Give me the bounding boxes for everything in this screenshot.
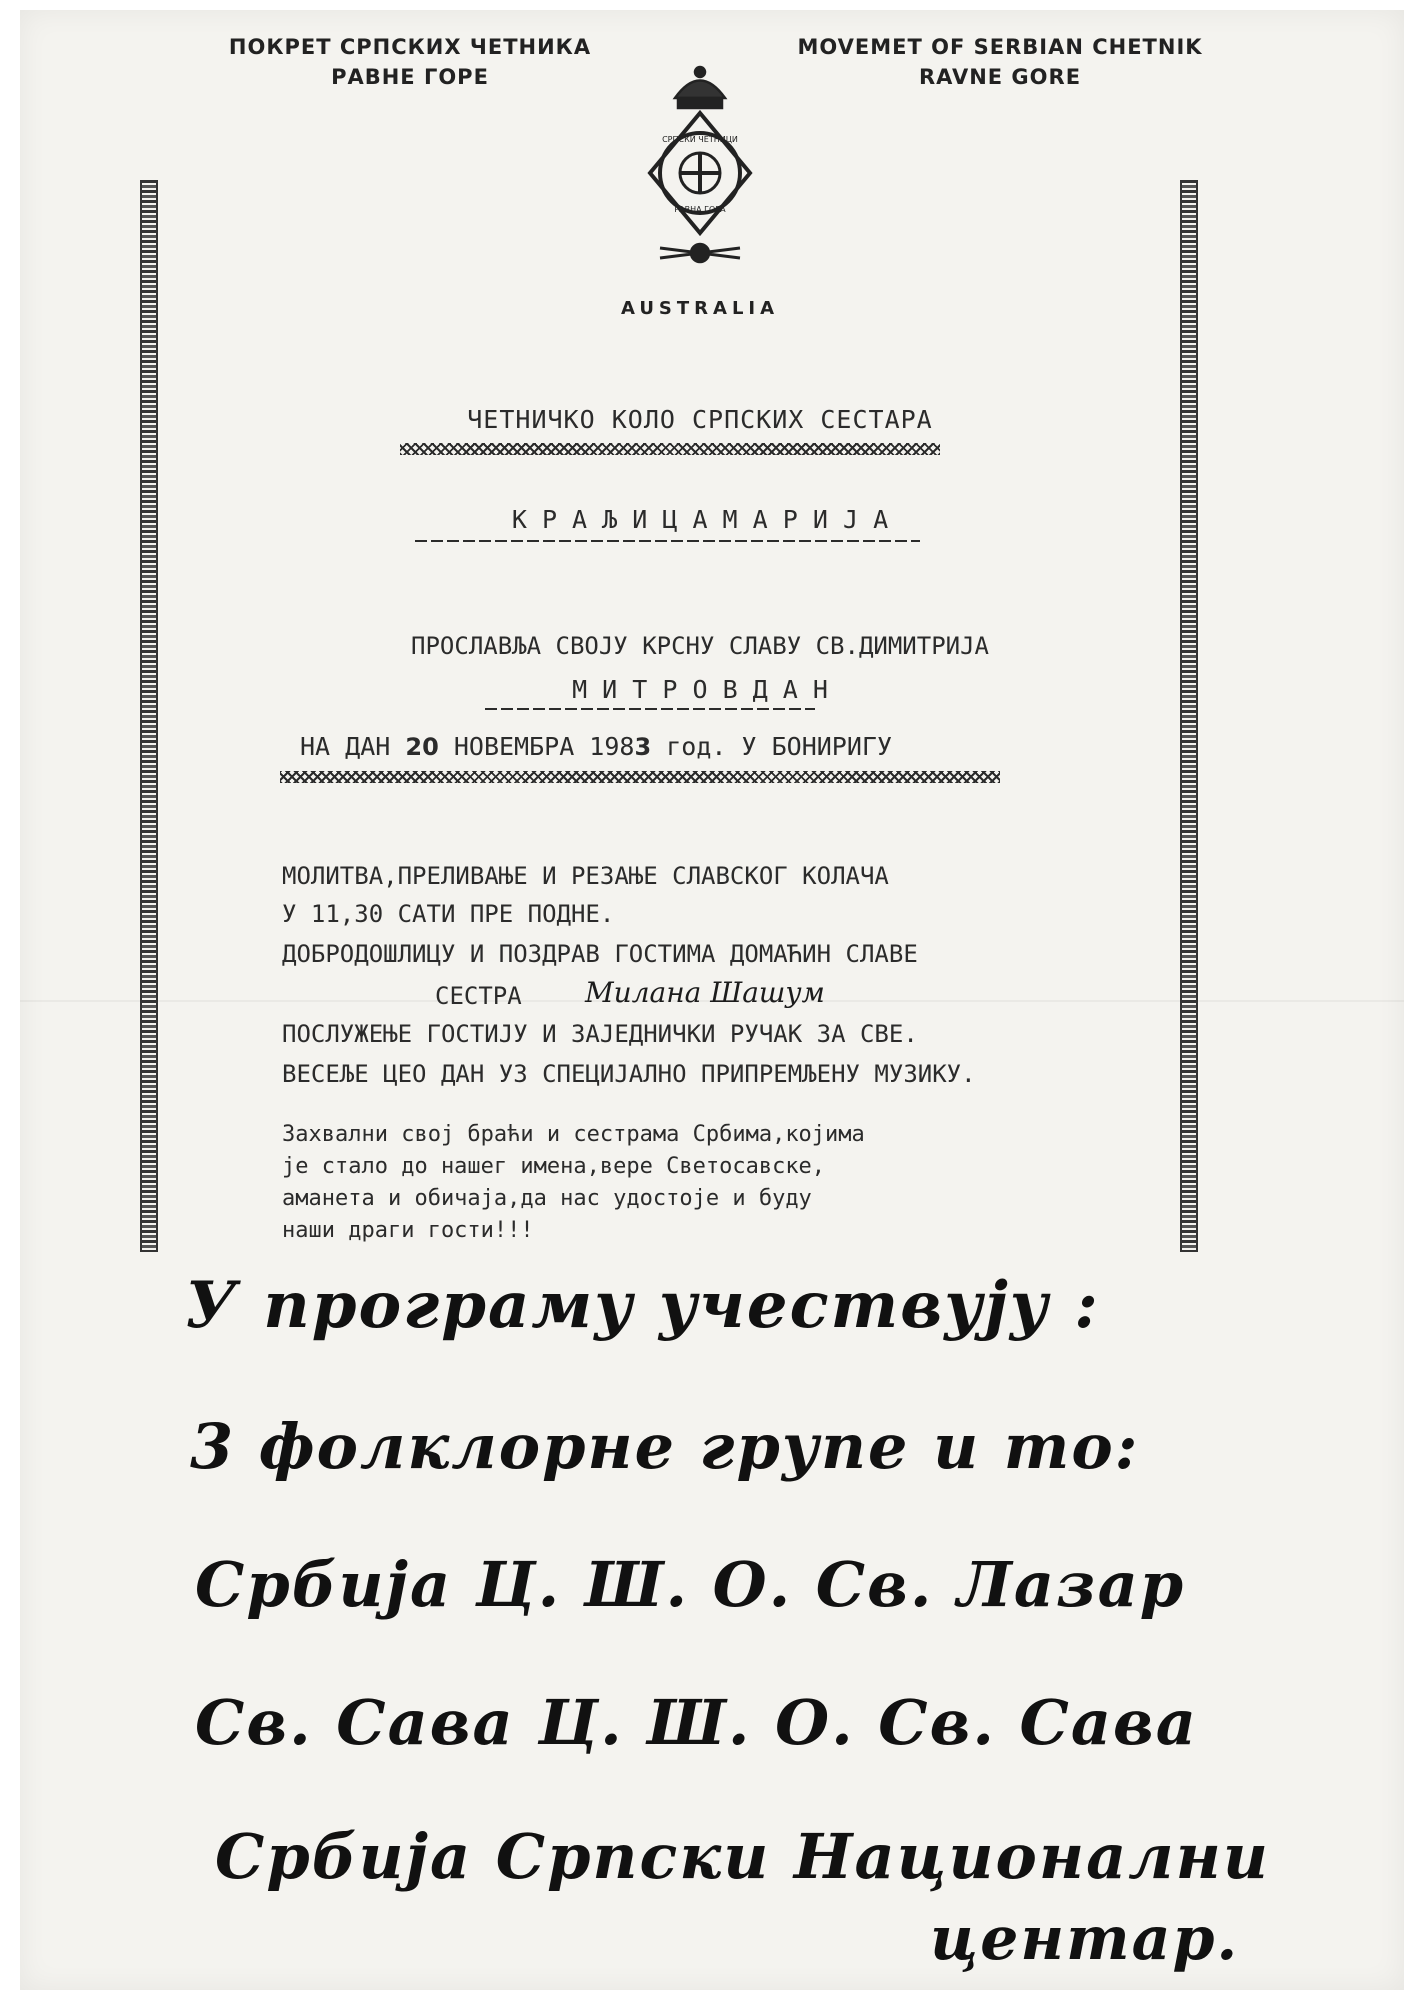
handwritten-line-1: У програму учествују : bbox=[185, 1268, 1100, 1343]
svg-text:РАВНА ГОРА: РАВНА ГОРА bbox=[674, 205, 726, 214]
handwritten-line-5: Србија Српски Национални bbox=[215, 1820, 1270, 1893]
date-suffix: год. У БОНИРИГУ bbox=[666, 732, 893, 761]
thanks-line-4: наши драги гости!!! bbox=[282, 1218, 534, 1243]
org-title: К Р А Љ И Ц А М А Р И Ј А bbox=[511, 505, 889, 534]
program-line-6: ВЕСЕЉЕ ЦЕО ДАН УЗ СПЕЦИЈАЛНО ПРИПРЕМЉЕНУ МУЗИКУ. bbox=[282, 1060, 976, 1088]
svg-text:СРПСКИ ЧЕТНИЦИ: СРПСКИ ЧЕТНИЦИ bbox=[662, 135, 738, 144]
host-signature: Милана Шашум bbox=[585, 976, 825, 1009]
decorative-divider-2 bbox=[280, 771, 1000, 783]
royal-crest-icon bbox=[630, 58, 770, 288]
date-prefix: НА ДАН bbox=[300, 732, 391, 761]
decorative-divider bbox=[400, 443, 940, 455]
title-underline bbox=[415, 540, 920, 542]
program-line-2: У 11,30 САТИ ПРЕ ПОДНЕ. bbox=[282, 900, 615, 928]
celebration-line: ПРОСЛАВЉА СВОЈУ КРСНУ СЛАВУ СВ.ДИМИТРИЈА bbox=[411, 632, 989, 660]
right-border-chain bbox=[1180, 180, 1198, 1252]
header-right-line2: RAVNE GORE bbox=[918, 65, 1082, 89]
header-left-line2: РАВНЕ ГОРЕ bbox=[331, 65, 489, 89]
date-year-digit: 3 bbox=[634, 733, 652, 761]
thanks-line-2: је стало до нашег имена,вере Светосавске, bbox=[282, 1154, 826, 1179]
celebration-name-underline bbox=[485, 708, 815, 710]
program-line-5: ПОСЛУЖЕЊЕ ГОСТИЈУ И ЗАЈЕДНИЧКИ РУЧАК ЗА СВЕ. bbox=[282, 1020, 918, 1048]
header-right-line1: MOVEMET OF SERBIAN CHETNIK bbox=[797, 35, 1203, 59]
handwritten-line-6: центар. bbox=[930, 1904, 1240, 1974]
handwritten-line-4: Св. Сава Ц. Ш. О. Св. Сава bbox=[195, 1686, 1198, 1759]
sister-label: СЕСТРА bbox=[435, 982, 522, 1010]
org-name: ЧЕТНИЧКО КОЛО СРПСКИХ СЕСТАРА bbox=[467, 405, 933, 434]
handwritten-line-2: 3 фолклорне групе и то: bbox=[190, 1410, 1140, 1483]
date-middle: НОВЕМБРА 198 bbox=[453, 732, 635, 761]
program-line-1: МОЛИТВА,ПРЕЛИВАЊЕ И РЕЗАЊЕ СЛАВСКОГ КОЛАЧА bbox=[282, 862, 889, 890]
header-left bbox=[170, 32, 650, 92]
header-left-line1: ПОКРЕТ СРПСКИХ ЧЕТНИКА bbox=[228, 35, 592, 59]
thanks-line-3: аманета и обичаја,да нас удостоје и буду bbox=[282, 1186, 812, 1211]
country-label: AUSTRALIA bbox=[620, 298, 780, 319]
thanks-line-1: Захвални свој браћи и сестрама Србима,којима bbox=[282, 1122, 865, 1147]
handwritten-line-3: Србија Ц. Ш. О. Св. Лазар bbox=[195, 1548, 1186, 1621]
celebration-name: М И Т Р О В Д А Н bbox=[572, 675, 828, 704]
left-border-chain bbox=[140, 180, 158, 1252]
program-line-3: ДОБРОДОШЛИЦУ И ПОЗДРАВ ГОСТИМА ДОМАЋИН СЛАВЕ bbox=[282, 940, 918, 968]
celebration-date bbox=[300, 732, 892, 761]
header-right bbox=[760, 32, 1240, 92]
date-day: 20 bbox=[405, 733, 439, 761]
